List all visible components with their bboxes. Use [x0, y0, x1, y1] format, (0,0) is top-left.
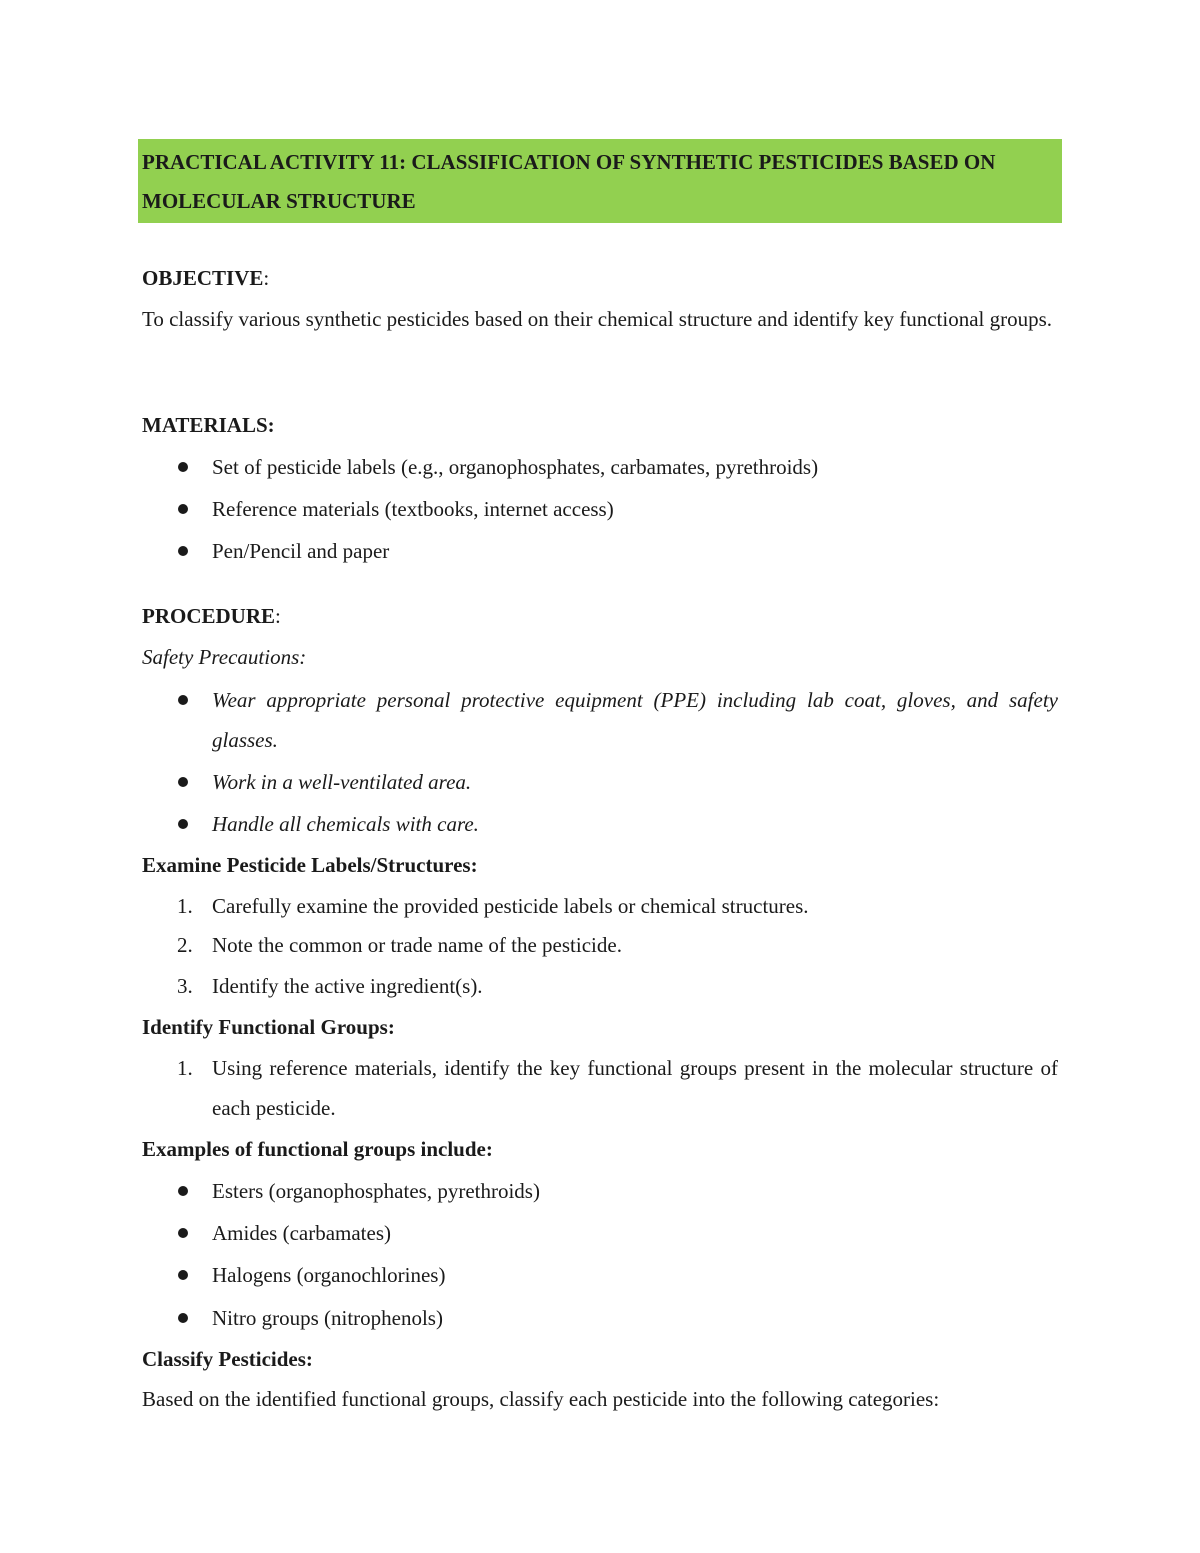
safety-item: Wear appropriate personal protective equipment (PPE) including lab coat, gloves, and safety glasses. [212, 688, 1058, 752]
materials-item: Reference materials (textbooks, internet access) [212, 497, 614, 521]
example-item: Esters (organophosphates, pyrethroids) [212, 1179, 540, 1203]
objective-text: To classify various synthetic pesticides based on their chemical structure and identify key functional groups. [142, 307, 1053, 331]
bullet-icon [178, 1186, 188, 1196]
step-number: 1. [177, 894, 193, 918]
document-page [142, 0, 1060, 1553]
bullet-icon [178, 546, 188, 556]
objective-heading-colon: : [263, 266, 270, 290]
step-number: 1. [177, 1056, 193, 1080]
bullet-icon [178, 695, 188, 705]
examine-heading: Examine Pesticide Labels/Structures: [142, 853, 478, 877]
examine-step: Note the common or trade name of the pesticide. [212, 933, 622, 957]
bullet-icon [178, 777, 188, 787]
example-item: Halogens (organochlorines) [212, 1263, 446, 1287]
examine-step: Identify the active ingredient(s). [212, 974, 483, 998]
safety-item: Work in a well-ventilated area. [212, 770, 472, 794]
procedure-heading [142, 596, 1058, 636]
identify-heading: Identify Functional Groups: [142, 1015, 395, 1039]
step-number: 2. [177, 933, 193, 957]
objective-heading [142, 258, 1058, 298]
classify-text: Based on the identified functional groups, classify each pesticide into the following categories: [142, 1387, 940, 1411]
example-item: Nitro groups (nitrophenols) [212, 1306, 443, 1330]
page-title: PRACTICAL ACTIVITY 11: CLASSIFICATION OF SYNTHETIC PESTICIDES BASED ON MOLECULAR STRUCTURE [142, 150, 996, 213]
safety-item: Handle all chemicals with care. [212, 812, 479, 836]
classify-heading: Classify Pesticides: [142, 1347, 313, 1371]
objective-heading-label: OBJECTIVE [142, 266, 264, 290]
procedure-heading-colon: : [275, 604, 281, 628]
example-item: Amides (carbamates) [212, 1221, 392, 1245]
bullet-icon [178, 462, 188, 472]
bullet-icon [178, 504, 188, 514]
step-number: 3. [177, 974, 193, 998]
bullet-icon [178, 1313, 188, 1323]
procedure-heading-label: PROCEDURE [142, 604, 276, 628]
bullet-icon [178, 819, 188, 829]
materials-heading: MATERIALS: [142, 413, 275, 437]
materials-item: Pen/Pencil and paper [212, 539, 390, 563]
examples-heading: Examples of functional groups include: [142, 1137, 493, 1161]
safety-precautions-label: Safety Precautions: [142, 645, 307, 669]
examine-step: Carefully examine the provided pesticide labels or chemical structures. [212, 894, 809, 918]
bullet-icon [178, 1228, 188, 1238]
identify-step: Using reference materials, identify the key functional groups present in the molecular structure of each pesticide. [212, 1056, 1058, 1120]
bullet-icon [178, 1270, 188, 1280]
materials-item: Set of pesticide labels (e.g., organophosphates, carbamates, pyrethroids) [212, 455, 819, 479]
